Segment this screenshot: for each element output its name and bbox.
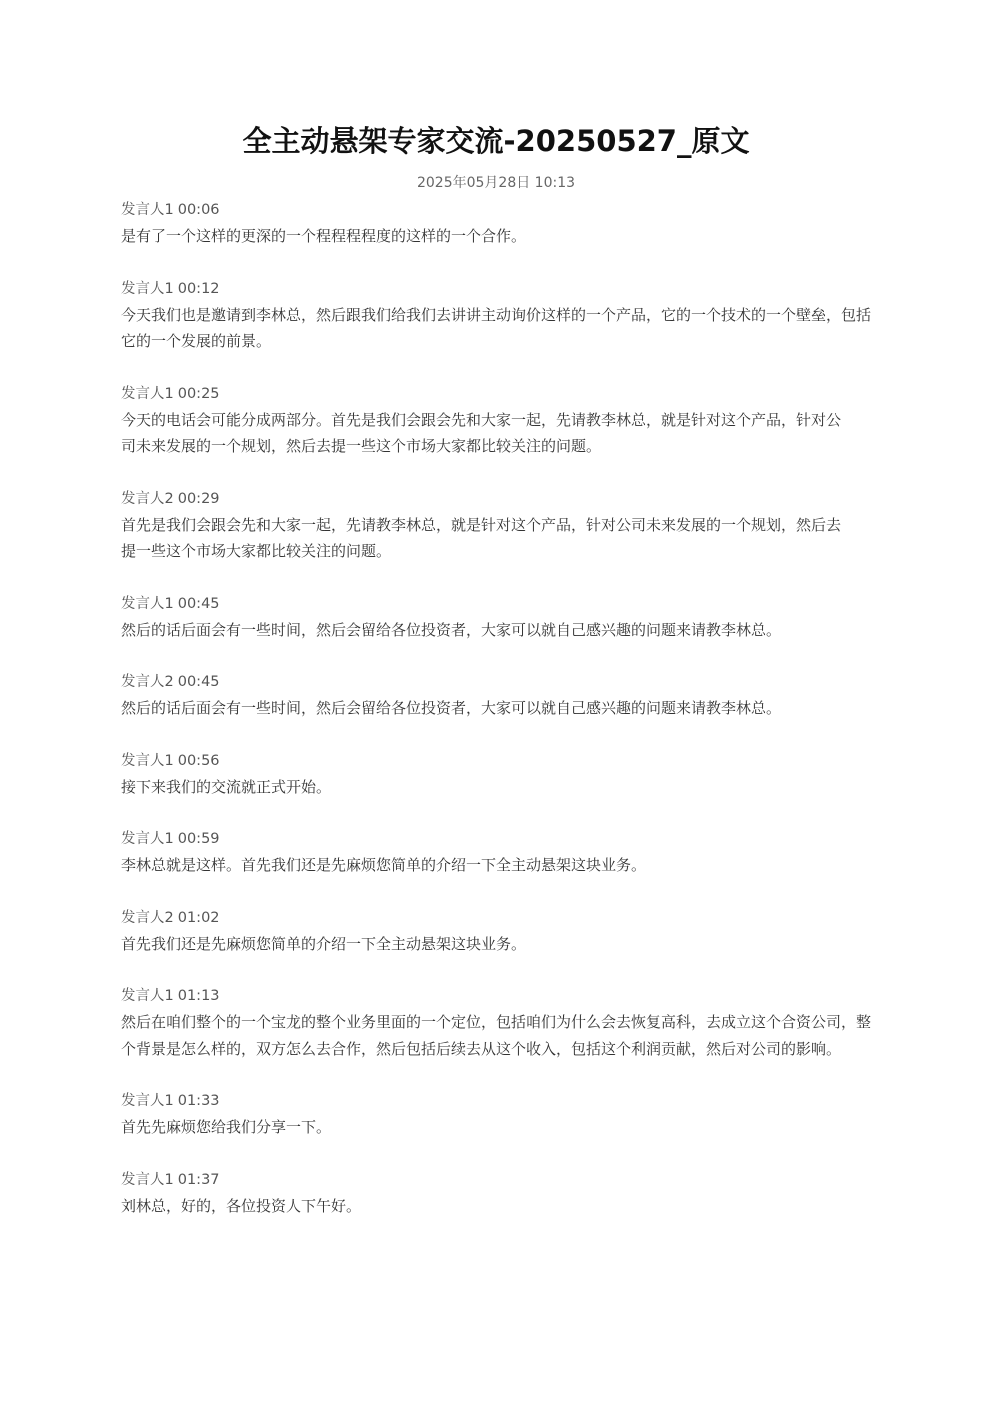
speaker-name: 发言人2: [121, 674, 174, 690]
speaker-name: 发言人1: [121, 595, 174, 612]
entry-text: 然后的话后面会有一些时间，然后会留给各位投资者，大家可以就自己感兴趣的问题来请教李林总。: [121, 620, 782, 639]
timestamp: 00:59: [177, 831, 220, 847]
document-date: 2025年05月28日 10:13: [416, 175, 576, 191]
transcript-entry: [121, 983, 873, 1062]
timestamp: 01:13: [177, 988, 220, 1004]
speaker-line: [121, 983, 873, 1009]
transcript-entry: [121, 826, 873, 879]
speaker-line: [121, 748, 873, 774]
transcript-entry: [121, 905, 873, 958]
speaker-line: [121, 669, 873, 695]
speaker-line: [121, 381, 873, 407]
transcript: [121, 197, 873, 1245]
transcript-entry: [121, 591, 873, 644]
timestamp: 00:25: [177, 385, 220, 402]
entry-text: 首先是我们会跟会先和大家一起，先请教李林总，就是针对这个产品，针对公司未来发展的一个规划，然后去提一些这个市场大家都比较关注的问题。: [121, 515, 842, 560]
speaker-name: 发言人2: [121, 490, 174, 507]
speaker-name: 发言人2: [121, 909, 174, 926]
entry-text: 李林总就是这样。首先我们还是先麻烦您简单的介绍一下全主动悬架这块业务。: [121, 856, 647, 874]
timestamp: 00:12: [177, 280, 220, 297]
entry-text: 首先我们还是先麻烦您简单的介绍一下全主动悬架这块业务。: [121, 934, 527, 953]
transcript-entry: [121, 669, 873, 722]
entry-text: 然后的话后面会有一些时间，然后会留给各位投资者，大家可以就自己感兴趣的问题来请教李林总。: [121, 699, 782, 717]
timestamp: 01:02: [177, 909, 220, 926]
transcript-entry: [121, 1088, 873, 1141]
transcript-entry: [121, 1167, 873, 1220]
speaker-name: 发言人1: [121, 280, 174, 297]
timestamp: 00:29: [177, 490, 220, 507]
entry-text: 今天的电话会可能分成两部分。首先是我们会跟会先和大家一起，先请教李林总，就是针对这个产品，针对公司未来发展的一个规划，然后去提一些这个市场大家都比较关注的问题。: [121, 410, 842, 455]
document-title: 全主动悬架专家交流-20250527_原文: [242, 124, 750, 158]
speaker-line: [121, 1167, 873, 1193]
speaker-name: 发言人1: [121, 202, 174, 218]
speaker-name: 发言人1: [121, 385, 174, 402]
transcript-entry: [121, 486, 873, 565]
timestamp: 00:56: [177, 752, 220, 769]
speaker-line: [121, 826, 873, 852]
entry-text: 是有了一个这样的更深的一个程程程程度的这样的一个合作。: [121, 227, 527, 245]
speaker-line: [121, 1088, 873, 1114]
entry-text: 接下来我们的交流就正式开始。: [121, 777, 332, 796]
entry-text: 刘林总，好的，各位投资人下午好。: [121, 1196, 362, 1215]
timestamp: 01:37: [177, 1171, 220, 1188]
transcript-entry: [121, 748, 873, 801]
speaker-name: 发言人1: [121, 752, 174, 769]
timestamp: 01:33: [177, 1093, 220, 1109]
timestamp: 00:45: [177, 674, 220, 690]
entry-text: 首先先麻烦您给我们分享一下。: [121, 1118, 332, 1136]
speaker-name: 发言人1: [121, 831, 174, 847]
speaker-line: [121, 905, 873, 931]
speaker-name: 发言人1: [121, 1093, 174, 1109]
transcript-entry: [121, 197, 873, 250]
speaker-line: [121, 276, 873, 302]
entry-text: 然后在咱们整个的一个宝龙的整个业务里面的一个定位，包括咱们为什么会去恢复高科，去成立这个合资公司，整个背景是怎么样的，双方怎么去合作，然后包括后续去从这个收入，包括这个利润贡献，然后对公司的影响。: [121, 1013, 872, 1058]
speaker-line: [121, 591, 873, 617]
transcript-entry: [121, 381, 873, 460]
speaker-name: 发言人1: [121, 988, 174, 1004]
timestamp: 00:06: [177, 202, 220, 218]
entry-text: 今天我们也是邀请到李林总，然后跟我们给我们去讲讲主动询价这样的一个产品，它的一个技术的一个壁垒，包括它的一个发展的前景。: [121, 305, 872, 350]
transcript-entry: [121, 276, 873, 355]
speaker-line: [121, 486, 873, 512]
speaker-line: [121, 197, 873, 223]
timestamp: 00:45: [177, 595, 220, 612]
speaker-name: 发言人1: [121, 1171, 174, 1188]
